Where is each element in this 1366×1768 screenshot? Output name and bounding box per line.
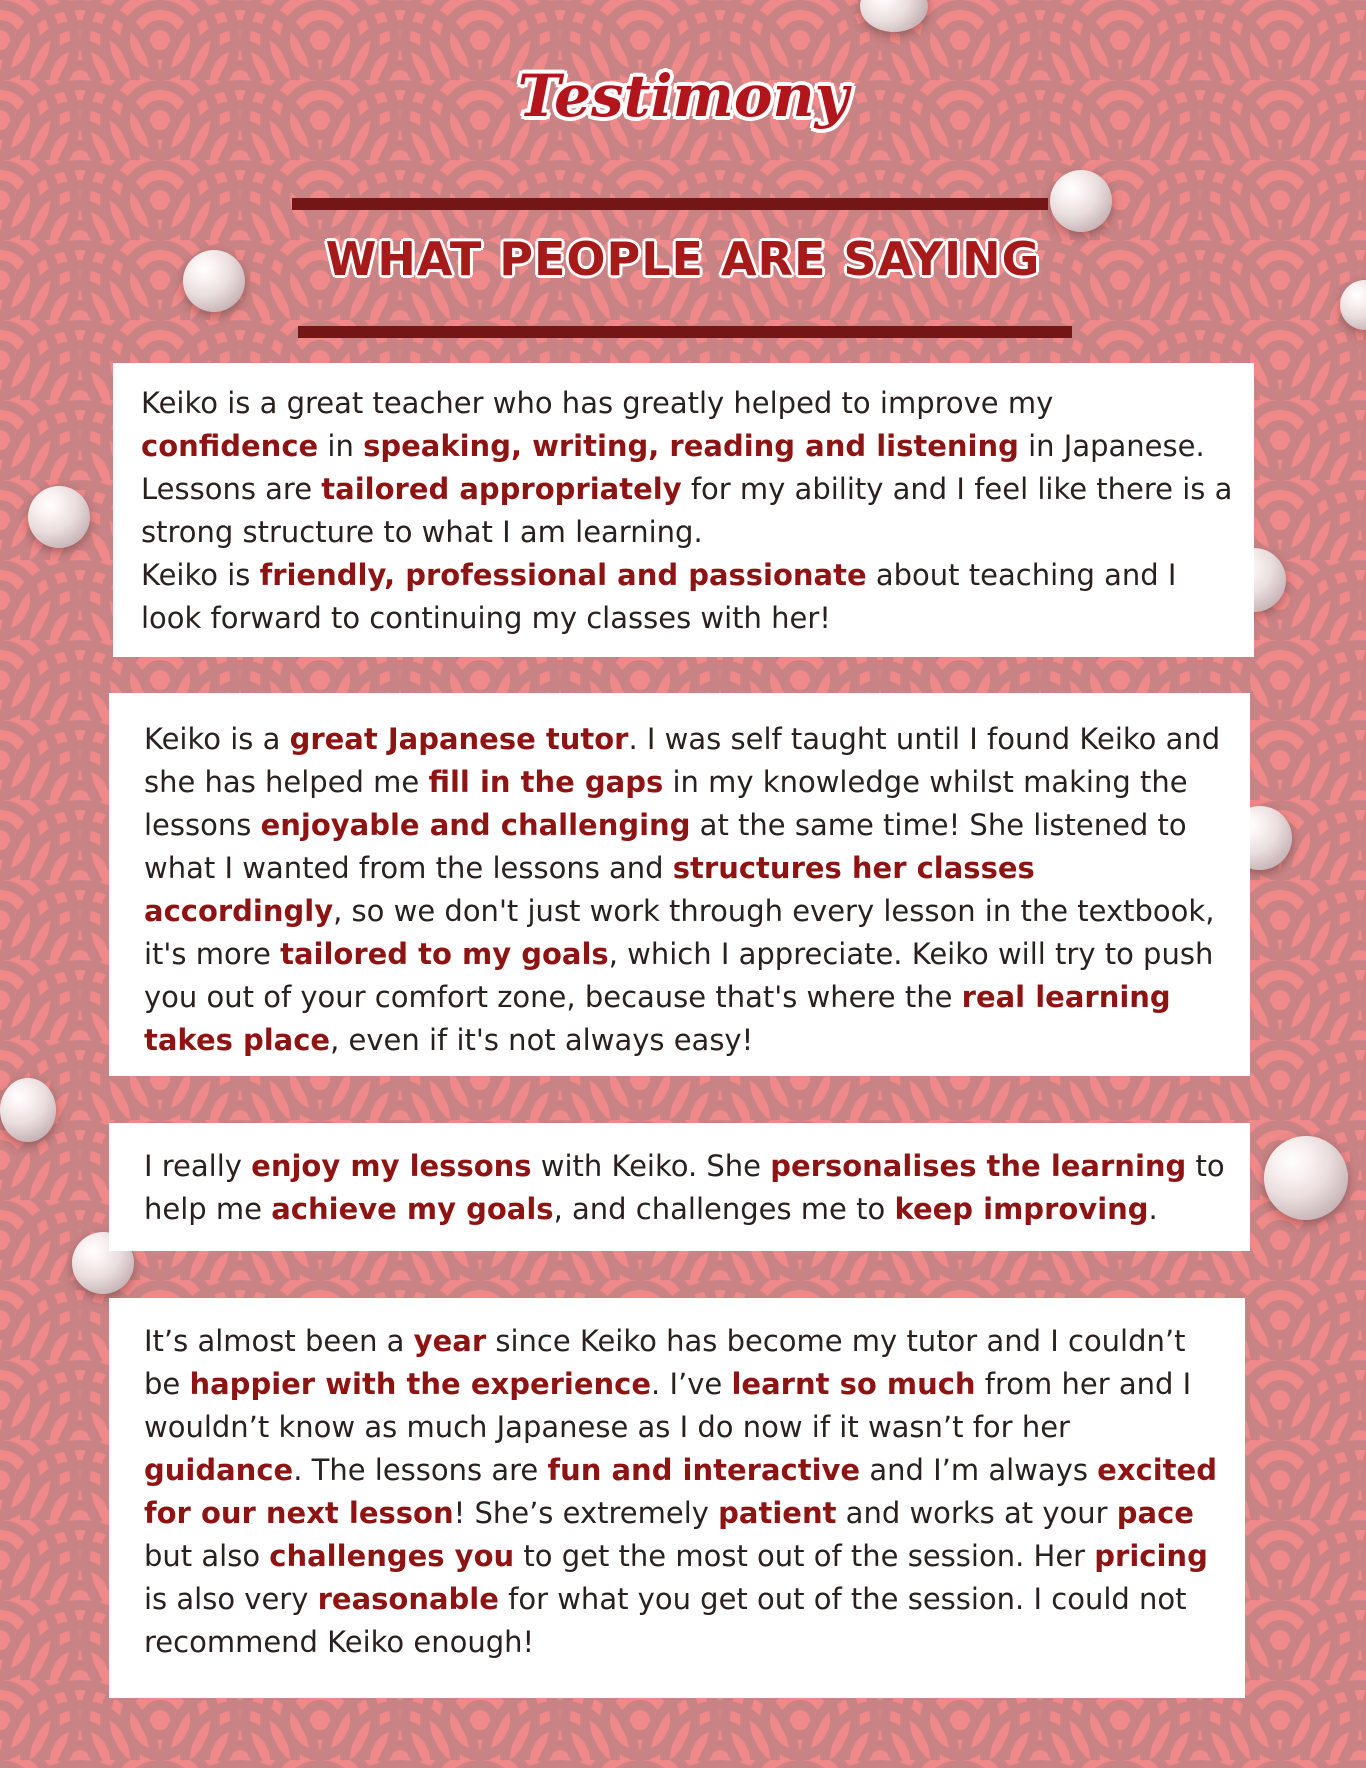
- highlighted-phrase: challenges you: [269, 1539, 515, 1573]
- highlighted-phrase: personalises the learning: [770, 1149, 1187, 1183]
- pearl-decoration: [1264, 1136, 1348, 1220]
- highlighted-phrase: tailored appropriately: [321, 472, 682, 506]
- testimonial-paragraph: [144, 1320, 1224, 1664]
- highlighted-phrase: tailored to my goals: [280, 937, 609, 971]
- highlighted-phrase: fill in the gaps: [428, 765, 664, 799]
- text-segment: in Japanese. Lessons are: [141, 429, 1205, 506]
- highlighted-phrase: enjoyable and challenging: [260, 808, 691, 842]
- text-segment: to help me: [144, 1149, 1225, 1226]
- text-segment: , which I appreciate. Keiko will try to push you out of your comfort zone, because that's where the: [144, 937, 1214, 1014]
- text-segment: with Keiko. She: [531, 1149, 771, 1183]
- text-segment: and works at your: [836, 1496, 1117, 1530]
- text-segment: . I was self taught until I found Keiko and she has helped me: [144, 722, 1221, 799]
- text-segment: . The lessons are: [293, 1453, 548, 1487]
- highlighted-phrase: structures her classes accordingly: [144, 851, 1035, 928]
- highlighted-phrase: year: [413, 1324, 487, 1358]
- testimonial-card: [109, 693, 1250, 1076]
- text-segment: , so we don't just work through every lesson in the textbook, it's more: [144, 894, 1215, 971]
- text-segment: for my ability and I feel like there is a strong structure to what I am learning.: [141, 472, 1233, 549]
- highlighted-phrase: great Japanese tutor: [289, 722, 629, 756]
- highlighted-phrase: enjoy my lessons: [251, 1149, 532, 1183]
- text-segment: to get the most out of the session. Her: [514, 1539, 1095, 1573]
- text-segment: for what you get out of the session. I could not recommend Keiko enough!: [144, 1582, 1187, 1659]
- testimonial-text: [144, 718, 1234, 1062]
- highlighted-phrase: guidance: [144, 1453, 294, 1487]
- testimonial-paragraph: [144, 718, 1234, 1062]
- text-segment: It’s almost been a: [144, 1324, 414, 1358]
- text-segment: Keiko is: [141, 558, 260, 592]
- top-rule: [292, 198, 1048, 210]
- testimonial-text: [141, 382, 1239, 640]
- text-segment: since Keiko has become my tutor and I couldn’t be: [144, 1324, 1186, 1401]
- text-segment: . I’ve: [651, 1367, 732, 1401]
- testimonial-card: [109, 1298, 1245, 1698]
- testimonial-paragraph: [144, 1145, 1234, 1231]
- testimonial-text: [144, 1145, 1234, 1231]
- highlighted-phrase: friendly, professional and passionate: [259, 558, 867, 592]
- pearl-decoration: [0, 1078, 56, 1142]
- text-segment: .: [1148, 1192, 1158, 1226]
- text-segment: at the same time! She listened to what I wanted from the lessons and: [144, 808, 1187, 885]
- text-segment: in my knowledge whilst making the lessons: [144, 765, 1188, 842]
- text-segment: , and challenges me to: [553, 1192, 895, 1226]
- highlighted-phrase: reasonable: [317, 1582, 499, 1616]
- text-segment: is also very: [144, 1582, 318, 1616]
- text-segment: in: [318, 429, 364, 463]
- highlighted-phrase: confidence: [141, 429, 319, 463]
- text-segment: ! She’s extremely: [453, 1496, 719, 1530]
- section-heading: WHAT PEOPLE ARE SAYING: [325, 232, 1041, 286]
- pearl-decoration: [28, 486, 90, 548]
- script-title: Testimony: [517, 62, 849, 130]
- highlighted-phrase: speaking, writing, reading and listening: [363, 429, 1019, 463]
- testimonial-paragraph: [141, 382, 1239, 554]
- highlighted-phrase: achieve my goals: [271, 1192, 554, 1226]
- highlighted-phrase: happier with the experience: [189, 1367, 652, 1401]
- text-segment: and I’m always: [860, 1453, 1098, 1487]
- testimonial-card: [109, 1123, 1250, 1251]
- text-segment: but also: [144, 1539, 270, 1573]
- text-segment: about teaching and I look forward to continuing my classes with her!: [141, 558, 1177, 635]
- text-segment: from her and I wouldn’t know as much Japanese as I do now if it wasn’t for her: [144, 1367, 1192, 1444]
- text-segment: Keiko is a: [144, 722, 290, 756]
- highlighted-phrase: pace: [1116, 1496, 1194, 1530]
- highlighted-phrase: excited for our next lesson: [144, 1453, 1217, 1530]
- highlighted-phrase: real learning takes place: [144, 980, 1171, 1057]
- text-segment: I really: [144, 1149, 252, 1183]
- highlighted-phrase: patient: [718, 1496, 837, 1530]
- pearl-decoration: [1050, 170, 1112, 232]
- bottom-rule: [298, 326, 1072, 338]
- highlighted-phrase: fun and interactive: [547, 1453, 861, 1487]
- highlighted-phrase: learnt so much: [731, 1367, 976, 1401]
- testimonial-paragraph: [141, 554, 1239, 640]
- testimonial-card: [113, 363, 1254, 657]
- highlighted-phrase: pricing: [1094, 1539, 1208, 1573]
- testimonial-text: [144, 1320, 1224, 1664]
- highlighted-phrase: keep improving: [894, 1192, 1149, 1226]
- text-segment: Keiko is a great teacher who has greatly helped to improve my: [141, 386, 1054, 420]
- text-segment: , even if it's not always easy!: [330, 1023, 754, 1057]
